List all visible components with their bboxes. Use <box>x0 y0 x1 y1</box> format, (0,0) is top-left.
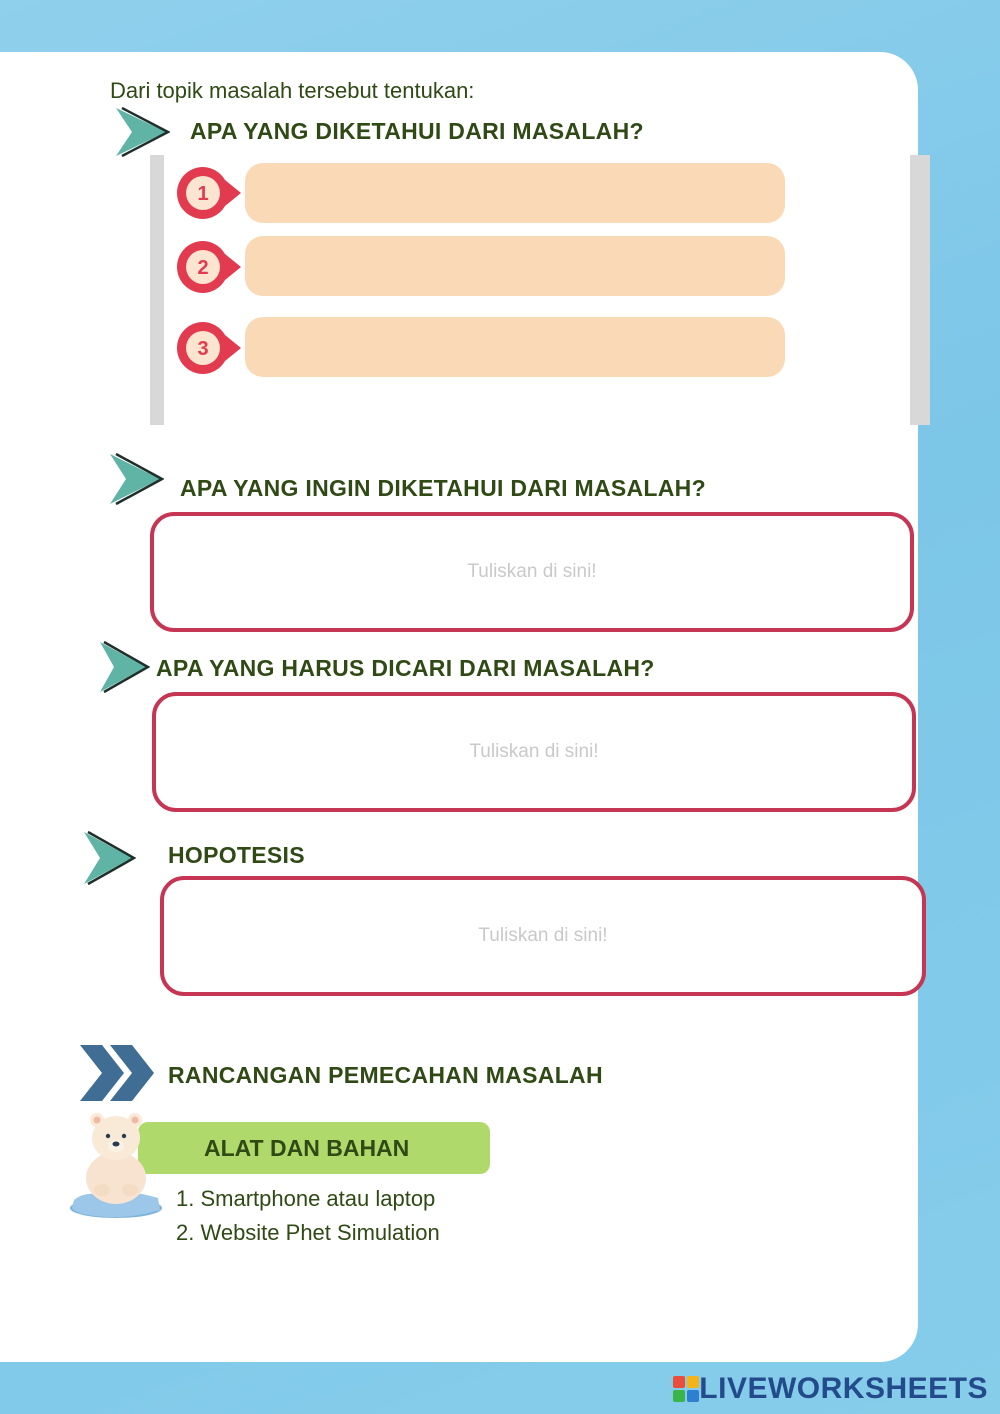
svg-text:3: 3 <box>197 338 209 360</box>
intro-text: Dari topik masalah tersebut tentukan: <box>110 78 475 103</box>
tools-materials-title: ALAT DAN BAHAN <box>204 1134 410 1161</box>
section-title-to-find: APA YANG HARUS DICARI DARI MASALAH? <box>156 655 655 681</box>
arrow-icon <box>106 452 164 506</box>
answer-box-want-to-know[interactable] <box>150 512 914 632</box>
answer-input-to-find[interactable] <box>192 740 876 764</box>
answer-box-to-find[interactable] <box>152 692 916 812</box>
answer-box-hypothesis[interactable] <box>160 876 926 996</box>
svg-text:1: 1 <box>197 183 209 205</box>
section-title-known: APA YANG DIKETAHUI DARI MASALAH? <box>190 118 644 144</box>
svg-text:2: 2 <box>197 257 209 279</box>
number-badge-1 <box>175 164 241 222</box>
known-input-1[interactable] <box>245 163 789 225</box>
known-item-2[interactable] <box>245 236 785 296</box>
list-item: 2. Website Phet Simulation <box>176 1220 440 1245</box>
answer-input-want-to-know[interactable] <box>190 560 874 584</box>
liveworksheets-logo-icon <box>673 1376 699 1402</box>
liveworksheets-logo <box>673 1372 988 1406</box>
section-title-hypothesis: HOPOTESIS <box>168 842 305 868</box>
known-item-3[interactable] <box>245 317 785 377</box>
number-badge-2 <box>175 238 241 296</box>
section-title-solution-plan: RANCANGAN PEMECAHAN MASALAH <box>168 1062 603 1088</box>
arrow-icon <box>112 106 170 158</box>
arrow-icon <box>96 640 150 694</box>
number-badge-3 <box>175 319 241 377</box>
known-input-3[interactable] <box>245 317 789 379</box>
arrow-icon <box>80 830 136 886</box>
liveworksheets-brand: LIVEWORKSHEETS <box>699 1372 988 1405</box>
double-chevron-icon <box>80 1045 156 1106</box>
tools-list <box>176 1182 440 1250</box>
known-input-2[interactable] <box>245 236 789 298</box>
list-item: 1. Smartphone atau laptop <box>176 1186 436 1211</box>
known-item-1[interactable] <box>245 163 785 223</box>
section-title-want-to-know: APA YANG INGIN DIKETAHUI DARI MASALAH? <box>180 475 706 501</box>
tools-materials-banner <box>138 1122 490 1174</box>
left-divider <box>150 155 164 425</box>
polar-bear-icon <box>66 1104 166 1229</box>
right-divider <box>910 155 930 425</box>
answer-input-hypothesis[interactable] <box>200 924 886 948</box>
